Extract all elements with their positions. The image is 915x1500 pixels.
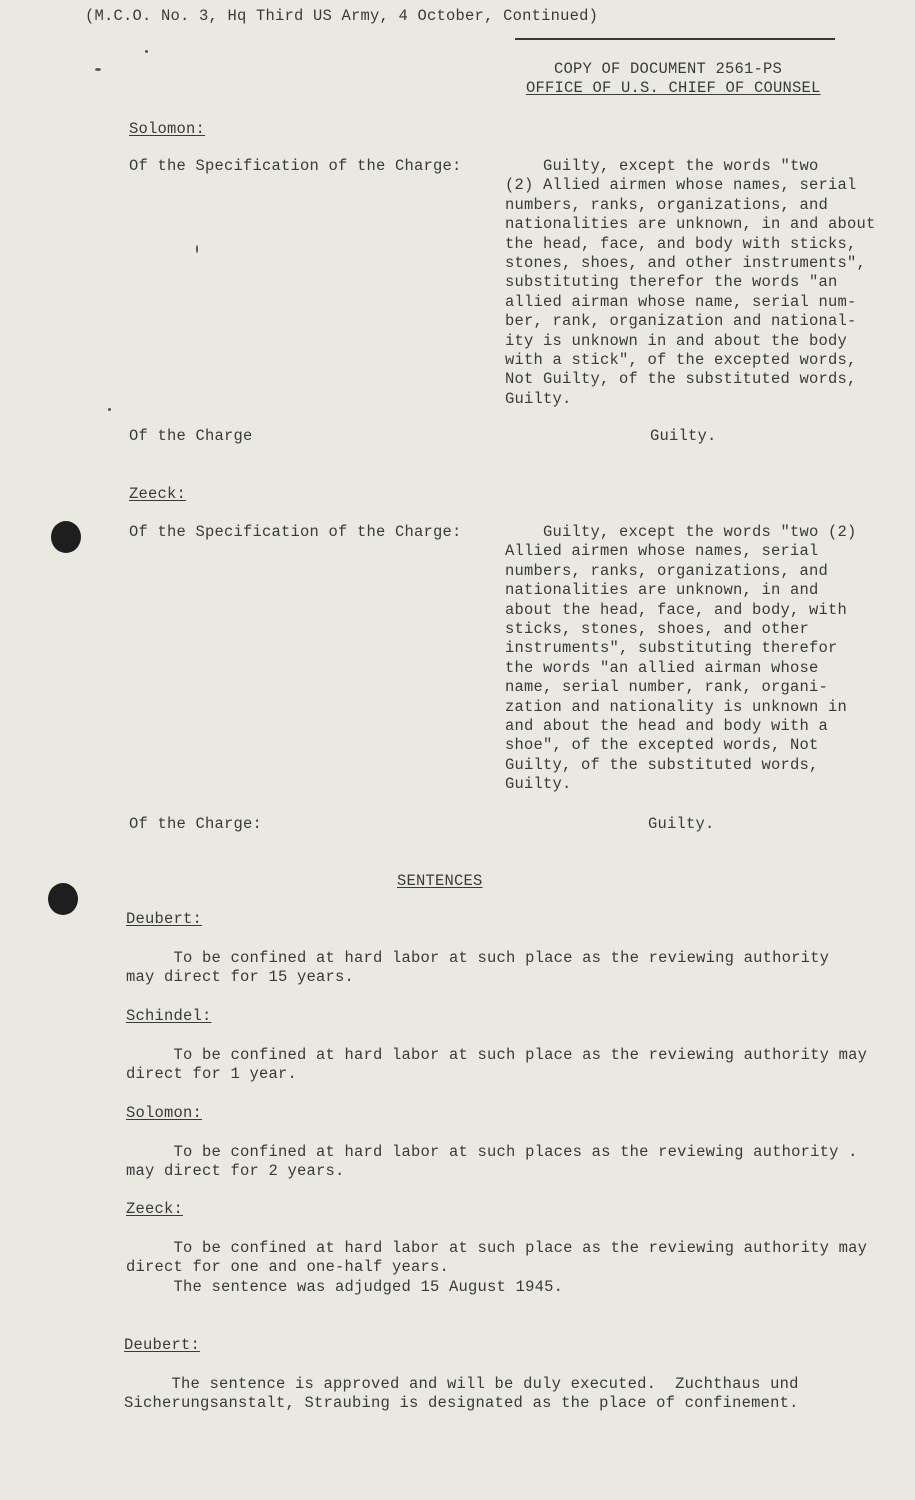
defendant-name: Solomon: [129,120,206,138]
stamp-line-2: OFFICE OF U.S. CHIEF OF COUNSEL [526,79,821,97]
section-heading: SENTENCES [397,872,483,890]
action-line: The sentence is approved and will be duly executed. Zuchthaus und [124,1375,799,1393]
finding-line: sticks, stones, shoes, and other [505,620,810,639]
finding-line: Guilty, except the words "two [505,157,819,175]
sentence-line: To be confined at hard labor at such places as the reviewing authority . [126,1143,858,1161]
speck [145,50,148,53]
sentence-line: direct for 1 year. [126,1065,298,1083]
page-header: (M.C.O. No. 3, Hq Third US Army, 4 October, Continued) [85,7,599,25]
specification-finding [505,157,876,409]
speck [108,408,111,411]
finding-line: the words "an allied airman whose [505,658,819,677]
sentence-line: To be confined at hard labor at such place as the reviewing authority may [126,1046,868,1064]
sentence-line: may direct for 15 years. [126,968,355,986]
charge-finding: Guilty. [648,815,715,833]
sentence-line: To be confined at hard labor at such place as the reviewing authority may [126,1239,868,1257]
charge-finding: Guilty. [650,427,717,445]
finding-line: nationalities are unknown, in and about [505,215,876,234]
sentence-line: To be confined at hard labor at such place as the reviewing authority [126,949,830,967]
defendant-name: Deubert: [124,1336,201,1354]
charge-label: Of the Charge [129,427,253,445]
sentence-line: The sentence was adjudged 15 August 1945. [126,1278,564,1296]
charge-label: Of the Charge: [129,815,263,833]
finding-line: Allied airmen whose names, serial [505,542,819,561]
finding-line: shoe", of the excepted words, Not [505,736,819,755]
finding-line: Guilty, except the words "two (2) [505,523,857,541]
defendant-name: Zeeck: [126,1200,184,1218]
finding-line: Guilty. [505,775,572,794]
sentence-line: direct for one and one-half years. [126,1258,450,1276]
sentence-line: may direct for 2 years. [126,1162,345,1180]
finding-line: the head, face, and body with sticks, [505,234,857,253]
binder-hole-bottom [48,883,78,915]
stamp-line-1: COPY OF DOCUMENT 2561-PS [554,60,783,78]
finding-line: and about the head and body with a [505,717,829,736]
finding-line: numbers, ranks, organizations, and [505,195,829,214]
speck [196,245,198,253]
defendant-name: Solomon: [126,1104,203,1122]
finding-line: instruments", substituting therefor [505,639,838,658]
finding-line: substituting therefor the words "an [505,273,838,292]
specification-label: Of the Specification of the Charge: [129,523,462,541]
finding-line: Guilty. [505,389,572,408]
finding-line: stones, shoes, and other instruments", [505,254,867,273]
finding-line: Guilty, of the substituted words, [505,755,819,774]
action-line: Sicherungsanstalt, Straubing is designated as the place of confinement. [124,1394,799,1412]
finding-line: name, serial number, rank, organi- [505,678,829,697]
finding-line: Not Guilty, of the substituted words, [505,370,857,389]
finding-line: ity is unknown in and about the body [505,331,848,350]
defendant-name: Zeeck: [129,485,187,503]
finding-line: zation and nationality is unknown in [505,697,848,716]
finding-line: (2) Allied airmen whose names, serial [505,176,857,195]
defendant-name: Deubert: [126,910,203,928]
speck [95,68,101,71]
specification-label: Of the Specification of the Charge: [129,157,462,175]
finding-line: allied airman whose name, serial num- [505,292,857,311]
finding-line: about the head, face, and body, with [505,600,848,619]
finding-line: with a stick", of the excepted words, [505,351,857,370]
stamp-top-rule [515,38,835,40]
binder-hole-top [51,521,81,553]
finding-line: numbers, ranks, organizations, and [505,561,829,580]
finding-line: nationalities are unknown, in and [505,581,819,600]
specification-finding [505,523,857,795]
defendant-name: Schindel: [126,1007,212,1025]
finding-line: ber, rank, organization and national- [505,312,857,331]
